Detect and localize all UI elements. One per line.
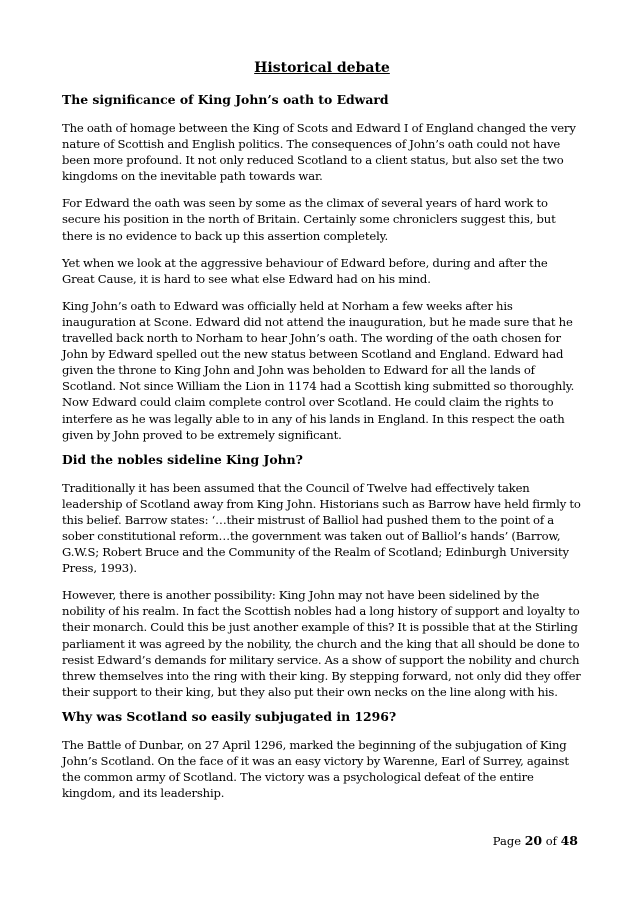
document-page — [62, 58, 582, 812]
total-pages: 48 — [560, 833, 578, 848]
section-heading-oath: The significance of King John’s oath to Edward — [62, 92, 389, 107]
paragraph: However, there is another possibility: King John may not have been sidelined by the nobility of his realm. In fact the Scottish nobles had a long history of support and loyalty to their monarch. Could this be just another example of this? It is possible that at the Stirling parliament it was agreed by the nobility, the church and the king that all should be done to resist Edward’s demands for military service. As a show of support the nobility and church threw themselves into the ring with their king. By stepping forward, not only did they offer their support to their king, but they also put their own necks on the line along with his. — [62, 588, 581, 699]
of-label: of — [545, 834, 557, 848]
section-heading-subjugation: Why was Scotland so easily subjugated in 1296? — [62, 708, 397, 724]
page-title: Historical debate — [254, 60, 390, 76]
page-number: 20 — [524, 833, 543, 848]
page-label: Page — [492, 834, 522, 848]
paragraph: The oath of homage between the King of Scots and Edward I of England changed the very nature of Scottish and English politics. The consequences of John’s oath could not have been more profound. It not only reduced Scotland to a client status, but also set the two kingdoms on the inevitable path towards war. — [62, 121, 576, 184]
paragraph: Traditionally it has been assumed that the Council of Twelve had effectively taken leadership of Scotland away from King John. Historians such as Barrow have held firmly to this belief. Barrow states: ‘…their mistrust of Balliol had pushed them to the point of a sober constitutional reform…the government was taken out of Balliol’s hands’ (Barrow, G.W.S; Robert Bruce and the Community of the Realm of Scotland; Edinburgh University Press, 1993). — [62, 480, 581, 576]
section-heading-nobles: Did the nobles sideline King John? — [62, 451, 303, 467]
paragraph: For Edward the oath was seen by some as the climax of several years of hard work to secure his position in the north of Britain. Certainly some chroniclers suggest this, but there is no evidence to back up this assertion completely. — [62, 196, 556, 243]
paragraph: The Battle of Dunbar, on 27 April 1296, marked the beginning of the subjugation of King John’s Scotland. On the face of it was an easy victory by Warenne, Earl of Surrey, against the common army of Scotland. The victory was a psychological defeat of the entire kingdom, and its leadership. — [62, 737, 569, 801]
paragraph: Yet when we look at the aggressive behaviour of Edward before, during and after the Great Cause, it is hard to see what else Edward had on his mind. — [62, 255, 548, 286]
paragraph: King John’s oath to Edward was officially held at Norham a few weeks after his inauguration at Scone. Edward did not attend the inauguration, but he made sure that he travelled back north to Norham to hear John’s oath. The wording of the oath chosen for John by Edward spelled out the new status between Scotland and England. Edward had given the throne to King John and John was beholden to Edward for all the lands of Scotland. Not since William the Lion in 1174 had a Scottish king submitted so thoroughly. Now Edward could claim complete control over Scotland. He could claim the rights to interfere as he was legally able to in any of his lands in England. In this respect the oath given by John proved to be extremely significant. — [62, 298, 575, 442]
page-footer — [493, 833, 578, 849]
